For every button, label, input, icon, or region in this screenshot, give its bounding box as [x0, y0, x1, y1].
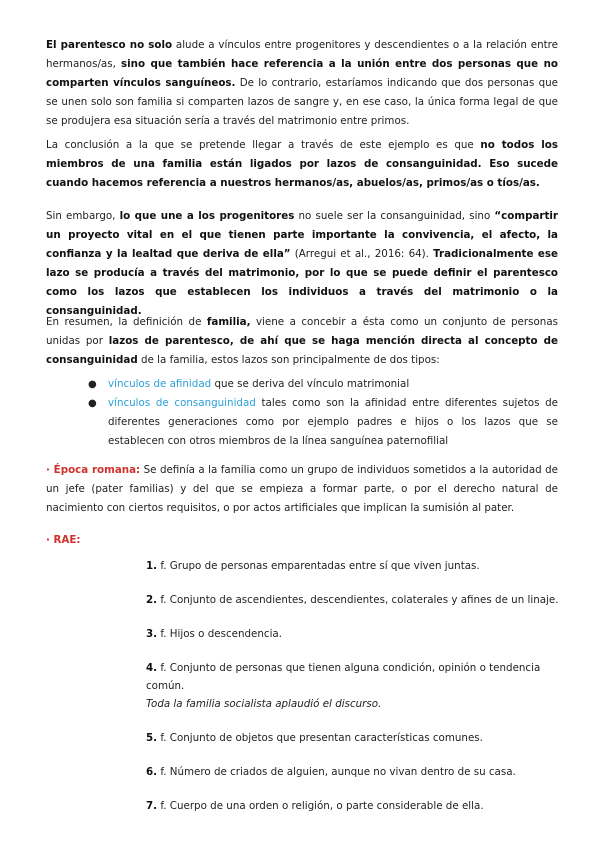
definition-item: 6. f. Número de criados de alguien, aunque no vivan dentro de su casa. [146, 766, 516, 778]
quote-span: “compartir un proyecto vital en el que tienen parte importante la convivencia, el afecto, la confianza y la lealtad que deriva de ella” [46, 210, 559, 260]
bullet-icon: ● [88, 398, 97, 409]
bold-span: sino que también hace referencia a la unión entre dos personas que no comparten vínculos sanguíneos. [46, 58, 558, 89]
definition-item: 7. f. Cuerpo de una orden o religión, o parte considerable de ella. [146, 800, 484, 812]
bullet-icon: ● [88, 379, 97, 390]
term-link: vínculos de consanguinidad [108, 397, 256, 409]
rae-heading: · RAE: [46, 534, 81, 546]
definition-item: 2. f. Conjunto de ascendientes, descendientes, colaterales y afines de un linaje. [146, 594, 559, 606]
bold-span: Tradicionalmente ese lazo se producía a través del matrimonio, por lo que se puede definir el parentesco como los lazos que establecen los individuos a través del matrimonio o la consanguinidad. [46, 248, 559, 317]
paragraph-progenitores: Sin embargo, lo que une a los progenitores no suele ser la consanguinidad, sino “compartir un proyecto vital en el que tienen parte importante la convivencia, el afecto, la confianza y la lealtad que deriva de ella” (Arregui et al., 2016: 64). Tradicionalmente ese lazo se producía a través del matrimonio, por lo que se puede definir el parentesco como los lazos que establecen los individuos a través del matrimonio o la consanguinidad. [46, 210, 559, 317]
definition-item: 4. f. Conjunto de personas que tienen alguna condición, opinión o tendencia común. Toda la familia socialista aplaudió el discurso. [146, 662, 541, 710]
bold-span: lazos de parentesco, de ahí que se haga mención directa al concepto de consanguinidad [46, 335, 558, 366]
definition-example: Toda la familia socialista aplaudió el discurso. [146, 698, 382, 710]
paragraph-parentesco: El parentesco no solo alude a vínculos entre progenitores y descendientes o a la relación entre hermanos/as, sino que también hace referencia a la unión entre dos personas que no comparten vínculos sanguíneos. De lo contrario, estaríamos indicando que dos personas que se unen solo son familia si comparten lazos de sangre y, en ese caso, la única forma legal de que se produjera esa situación sería a través del matrimonio entre primos. [46, 39, 559, 127]
paragraph-epoca-romana: · Época romana: Se definía a la familia como un grupo de individuos sometidos a la autoridad de un jefe (pater familias) y del que se empieza a formar parte, o por el derecho natural de nacimiento con ciertos requisitos, o por actos artificiales que implican la sumisión al pater. [46, 464, 558, 514]
bold-span: familia, [206, 316, 251, 328]
paragraph-resumen: En resumen, la definición de familia, viene a concebir a ésta como un conjunto de personas unidas por lazos de parentesco, de ahí que se haga mención directa al concepto de consanguinidad de la familia, estos lazos son principalmente de dos tipos: [46, 316, 558, 366]
bold-span: no todos los miembros de una familia están ligados por lazos de consanguinidad. Eso sucede cuando hacemos referencia a nuestros hermanos/as, abuelos/as, primos/as o tíos/as. [46, 139, 558, 189]
paragraph-conclusion: La conclusión a la que se pretende llegar a través de este ejemplo es que no todos los miembros de una familia están ligados por lazos de consanguinidad. Eso sucede cuando hacemos referencia a nuestros hermanos/as, abuelos/as, primos/as o tíos/as. [46, 139, 558, 189]
bullet-list [88, 375, 558, 451]
definition-item: 1. f. Grupo de personas emparentadas entre sí que viven juntas. [146, 560, 480, 572]
bold-span: El parentesco no solo [46, 39, 173, 51]
definition-item: 5. f. Conjunto de objetos que presentan características comunes. [146, 732, 483, 744]
list-item: ● vínculos de afinidad que se deriva del vínculo matrimonial [88, 375, 558, 394]
rae-definition-list [146, 557, 566, 831]
bold-span: lo que une a los progenitores [119, 210, 295, 222]
section-label: · Época romana: [46, 464, 141, 476]
list-item: ● vínculos de consanguinidad tales como son la afinidad entre diferentes sujetos de diferentes generaciones como por ejemplo padres e hijos o los lazos que se establecen con otros miembros de la línea sanguínea paternofilial [88, 394, 558, 451]
term-link: vínculos de afinidad [108, 378, 212, 390]
definition-item: 3. f. Hijos o descendencia. [146, 628, 283, 640]
